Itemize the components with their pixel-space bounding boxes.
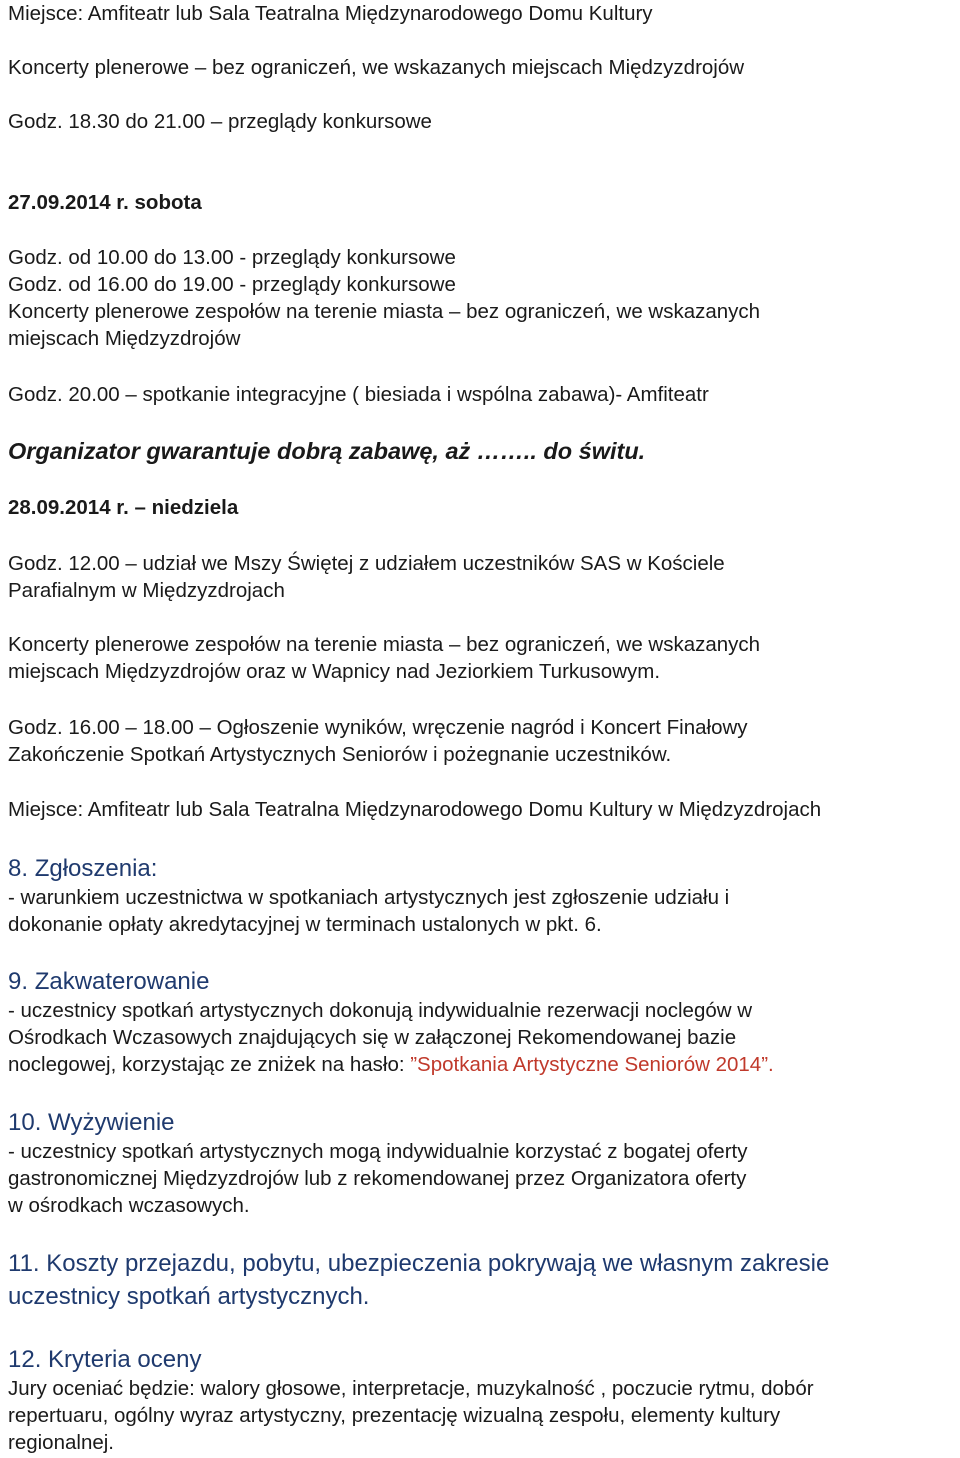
section-heading-11 bbox=[8, 1249, 960, 1279]
outdoor-concerts-line: miejscach Międzyzdrojów oraz w Wapnicy nad Jeziorkiem Turkusowym. bbox=[8, 660, 661, 683]
schedule-line: Godz. od 16.00 do 19.00 - przeglądy konkursowe bbox=[8, 273, 456, 296]
section-number: 9. bbox=[8, 968, 29, 995]
schedule-line: Godz. 16.00 – 18.00 – Ogłoszenie wyników, wręczenie nagród i Koncert Finałowy bbox=[8, 716, 748, 739]
section-title: Kryteria oceny bbox=[48, 1346, 202, 1373]
schedule-line: Zakończenie Spotkań Artystycznych Seniorów i pożegnanie uczestników. bbox=[8, 743, 672, 766]
section-body: - uczestnicy spotkań artystycznych mogą indywidualnie korzystać z bogatej oferty bbox=[8, 1140, 748, 1163]
section-body: - uczestnicy spotkań artystycznych dokonują indywidualnie rezerwacji noclegów w bbox=[8, 999, 753, 1022]
organizer-promise: Organizator gwarantuje dobrą zabawę, aż …….. do świtu. bbox=[8, 438, 646, 464]
section-body bbox=[8, 1051, 960, 1078]
section-number: 8. bbox=[8, 855, 29, 882]
date-heading-sunday: 28.09.2014 r. – niedziela bbox=[8, 496, 239, 519]
section-number: 12. bbox=[8, 1346, 42, 1373]
section-body: dokonanie opłaty akredytacyjnej w terminach ustalonych w pkt. 6. bbox=[8, 913, 602, 936]
section-heading-11-cont: uczestnicy spotkań artystycznych. bbox=[8, 1283, 370, 1310]
section-title: Zakwaterowanie bbox=[34, 968, 210, 995]
schedule-line: Godz. 12.00 – udział we Mszy Świętej z udziałem uczestników SAS w Kościele bbox=[8, 552, 725, 575]
outdoor-concerts-line: Koncerty plenerowe – bez ograniczeń, we wskazanych miejscach Międzyzdrojów bbox=[8, 56, 745, 79]
section-number: 10. bbox=[8, 1109, 42, 1136]
section-body: Jury oceniać będzie: walory głosowe, interpretacje, muzykalność , poczucie rytmu, dobór bbox=[8, 1377, 814, 1400]
section-heading-10 bbox=[8, 1108, 960, 1138]
section-body: w ośrodkach wczasowych. bbox=[8, 1194, 250, 1217]
outdoor-concerts-line: Koncerty plenerowe zespołów na terenie miasta – bez ograniczeń, we wskazanych bbox=[8, 300, 761, 323]
section-title: Koszty przejazdu, pobytu, ubezpieczenia pokrywają we własnym zakresie bbox=[46, 1250, 830, 1277]
section-body-text: noclegowej, korzystając ze zniżek na hasło: bbox=[8, 1053, 411, 1076]
section-heading-12 bbox=[8, 1345, 960, 1375]
schedule-line: Parafialnym w Międzyzdrojach bbox=[8, 579, 285, 602]
section-body: Ośrodkach Wczasowych znajdujących się w załączonej Rekomendowanej bazie bbox=[8, 1026, 737, 1049]
section-body: regionalnej. bbox=[8, 1431, 114, 1454]
date-heading-saturday: 27.09.2014 r. sobota bbox=[8, 191, 202, 214]
venue-line: Miejsce: Amfiteatr lub Sala Teatralna Międzynarodowego Domu Kultury w Międzyzdrojach bbox=[8, 798, 822, 821]
section-title: Zgłoszenia: bbox=[34, 855, 158, 882]
schedule-line: Godz. od 10.00 do 13.00 - przeglądy konkursowe bbox=[8, 246, 456, 269]
section-body: - warunkiem uczestnictwa w spotkaniach artystycznych jest zgłoszenie udziału i bbox=[8, 886, 730, 909]
outdoor-concerts-line: Koncerty plenerowe zespołów na terenie miasta – bez ograniczeń, we wskazanych bbox=[8, 633, 761, 656]
section-heading-8 bbox=[8, 854, 960, 884]
venue-line: Miejsce: Amfiteatr lub Sala Teatralna Międzynarodowego Domu Kultury bbox=[8, 2, 653, 25]
password-highlight: ”Spotkania Artystyczne Seniorów 2014”. bbox=[410, 1053, 774, 1076]
outdoor-concerts-line: miejscach Międzyzdrojów bbox=[8, 327, 241, 350]
section-title: Wyżywienie bbox=[48, 1109, 175, 1136]
schedule-line: Godz. 18.30 do 21.00 – przeglądy konkursowe bbox=[8, 110, 432, 133]
section-heading-9 bbox=[8, 967, 960, 997]
section-number: 11. bbox=[8, 1250, 40, 1277]
schedule-line: Godz. 20.00 – spotkanie integracyjne ( biesiada i wspólna zabawa)- Amfiteatr bbox=[8, 383, 709, 406]
section-body: repertuaru, ogólny wyraz artystyczny, prezentację wizualną zespołu, elementy kultury bbox=[8, 1404, 781, 1427]
section-body: gastronomicznej Międzyzdrojów lub z rekomendowanej przez Organizatora oferty bbox=[8, 1167, 747, 1190]
